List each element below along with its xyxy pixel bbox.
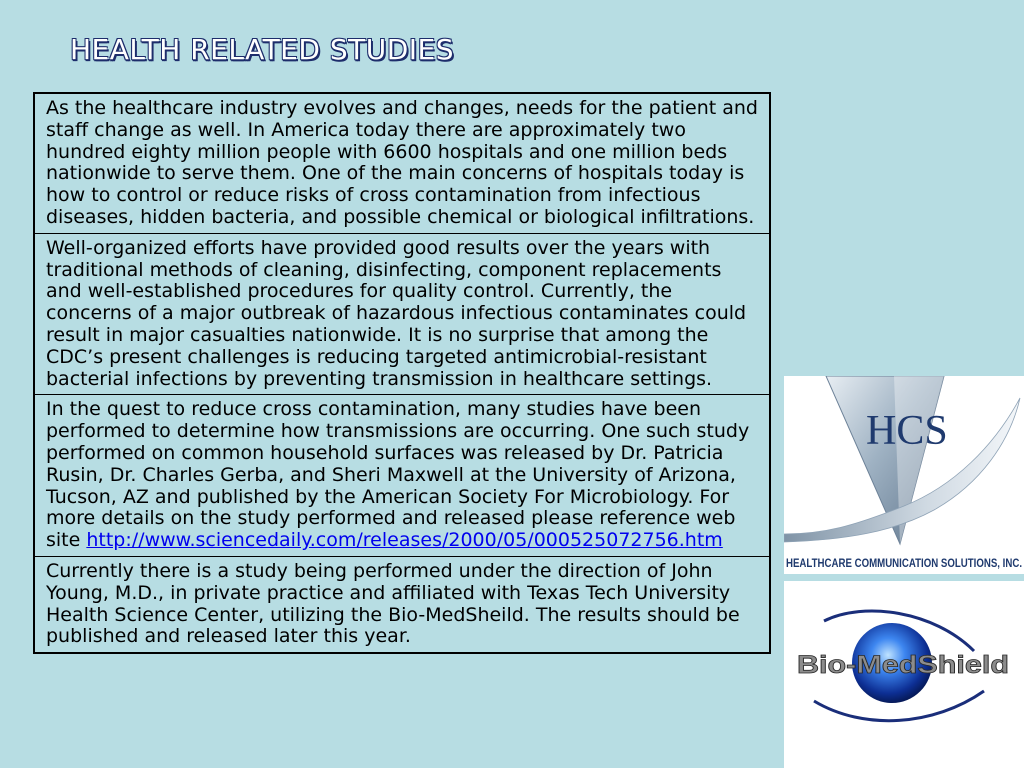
sciencedaily-link[interactable]: http://www.sciencedaily.com/releases/2000/05/000525072756.htm xyxy=(86,529,723,552)
hcs-caption: HEALTHCARE COMMUNICATION SOLUTIONS, INC. xyxy=(786,558,1022,570)
bio-medshield-logo xyxy=(784,581,1024,768)
studies-table xyxy=(33,92,771,654)
table-row xyxy=(34,556,770,653)
hcs-logo-graphic xyxy=(784,376,1024,574)
table-row xyxy=(34,93,770,233)
hcs-initials: HCS xyxy=(866,408,948,454)
paragraph-text: In the quest to reduce cross contamination, many studies have been performed to determine how transmissions are occurring. One such study performed on common household surfaces was released by Dr. Patricia Rusin, Dr. Charles Gerba, and Sheri Maxwell at the University of Arizona, Tucson, AZ and published by the American Society For Microbiology. For more details on the study performed and released please reference web site xyxy=(46,398,750,552)
paragraph-cell xyxy=(34,556,770,653)
paragraph-text: Currently there is a study being performed under the direction of John Young, M.D., in private practice and affiliated with Texas Tech University Health Science Center, utilizing the Bio-MedSheild. The results should be published and released later this year. xyxy=(46,559,740,648)
paragraph-text: Well-organized efforts have provided good results over the years with traditional methods of cleaning, disinfecting, component replacements and well-established procedures for quality control. Currently, the concerns of a major outbreak of hazardous infectious contaminates could result in major casualties nationwide. It is no surprise that among the CDC’s present challenges is reducing targeted antimicrobial-resistant bacterial infections by preventing transmission in healthcare settings. xyxy=(46,236,747,390)
table-row xyxy=(34,395,770,557)
paragraph-text: As the healthcare industry evolves and changes, needs for the patient and staff change as well. In America today there are approximately two hundred eighty million people with 6600 hospitals and one million beds nationwide to serve them. One of the main concerns of hospitals today is how to control or reduce risks of cross contamination from infectious diseases, hidden bacteria, and possible chemical or biological infiltrations. xyxy=(46,97,758,228)
paragraph-cell xyxy=(34,395,770,557)
bio-medshield-wordmark: Bio-MedShield xyxy=(797,651,1009,679)
paragraph-cell xyxy=(34,233,770,395)
bio-medshield-logo-graphic xyxy=(784,581,1024,768)
slide-title: HEALTH RELATED STUDIES xyxy=(70,33,454,66)
hcs-logo xyxy=(784,376,1024,574)
paragraph-cell xyxy=(34,93,770,233)
table-row xyxy=(34,233,770,395)
